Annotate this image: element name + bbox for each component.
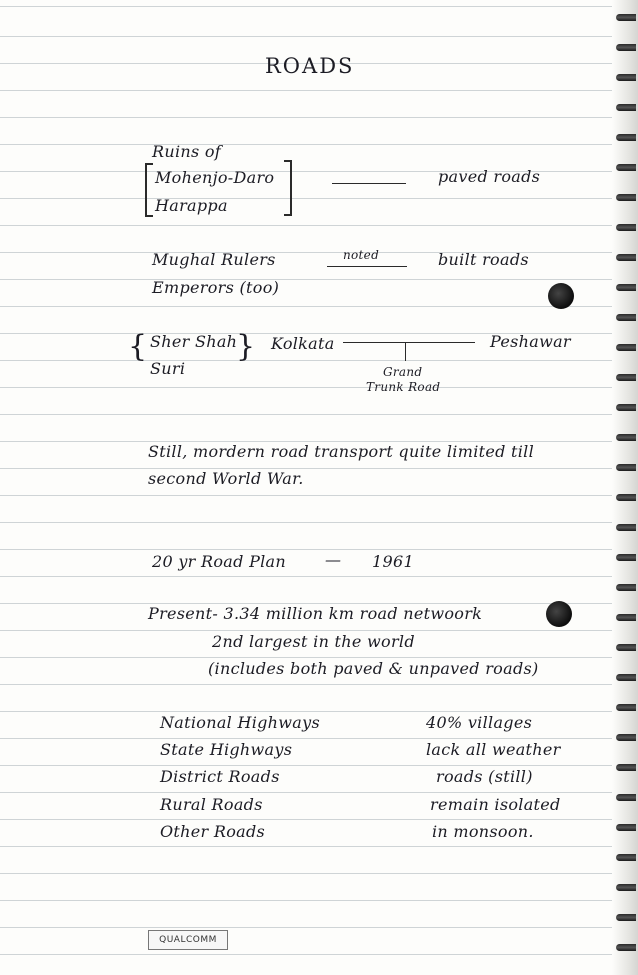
spiral-ring — [616, 104, 636, 111]
spiral-ring — [616, 734, 636, 741]
emperors-text: Emperors (too) — [152, 278, 280, 297]
spiral-ring — [616, 884, 636, 891]
road-plan-dash: — — [325, 550, 342, 569]
includes-text: (includes both paved & unpaved roads) — [208, 659, 539, 678]
spiral-ring — [616, 284, 636, 291]
spiral-ring — [616, 824, 636, 831]
left-brace-icon: { — [128, 329, 148, 364]
spiral-binding — [612, 0, 638, 975]
road-type-item: Rural Roads — [160, 795, 263, 814]
transport-note-line2: second World War. — [148, 469, 304, 488]
road-type-item: District Roads — [160, 767, 280, 786]
present-network-text: Present- 3.34 million km road netwoork — [148, 604, 483, 623]
spiral-ring — [616, 764, 636, 771]
road-type-item: Other Roads — [160, 822, 266, 841]
spiral-ring — [616, 854, 636, 861]
noted-label: noted — [343, 248, 380, 262]
spiral-ring — [616, 224, 636, 231]
grand-text: Grand — [383, 365, 423, 379]
spiral-ring — [616, 914, 636, 921]
built-roads-text: built roads — [438, 250, 529, 269]
spiral-ring — [616, 554, 636, 561]
spiral-ring — [616, 134, 636, 141]
road-type-item: National Highways — [160, 713, 320, 732]
spiral-ring — [616, 434, 636, 441]
page-title: ROADS — [265, 54, 355, 78]
spiral-ring — [616, 314, 636, 321]
right-bracket — [284, 160, 292, 216]
sher-shah-text: Sher Shah — [150, 332, 238, 351]
spiral-ring — [616, 674, 636, 681]
spiral-ring — [616, 14, 636, 21]
spiral-ring — [616, 614, 636, 621]
spiral-ring — [616, 344, 636, 351]
trunk-road-pointer — [405, 343, 406, 361]
connector-line-2 — [327, 266, 407, 267]
peshawar-text: Peshawar — [490, 332, 571, 351]
spiral-ring — [616, 164, 636, 171]
spiral-ring — [616, 644, 636, 651]
spiral-ring — [616, 524, 636, 531]
road-type-item: State Highways — [160, 740, 293, 759]
spiral-ring — [616, 704, 636, 711]
second-largest-text: 2nd largest in the world — [212, 632, 415, 651]
spiral-ring — [616, 194, 636, 201]
mughal-rulers-text: Mughal Rulers — [152, 250, 276, 269]
left-bracket — [145, 163, 153, 217]
trunk-road-line — [343, 342, 475, 343]
villages-note-line: in monsoon. — [432, 822, 534, 841]
villages-note-line: roads (still) — [436, 767, 533, 786]
suri-text: Suri — [150, 359, 186, 378]
spiral-ring — [616, 494, 636, 501]
transport-note-line1: Still, mordern road transport quite limited till — [148, 442, 535, 461]
trunk-road-text: Trunk Road — [366, 380, 441, 394]
connector-line-1 — [332, 183, 406, 184]
spiral-ring — [616, 374, 636, 381]
spiral-ring — [616, 794, 636, 801]
ruins-label: Ruins of — [152, 142, 222, 161]
villages-note-line: remain isolated — [430, 795, 561, 814]
spiral-ring — [616, 584, 636, 591]
road-plan-year: 1961 — [372, 552, 414, 571]
binder-hole-icon-2 — [546, 601, 572, 627]
spiral-ring — [616, 464, 636, 471]
right-brace-icon: } — [236, 329, 256, 364]
qualcomm-logo: QUALCOMM — [148, 930, 228, 950]
kolkata-text: Kolkata — [271, 334, 335, 353]
paved-roads-text: paved roads — [438, 167, 541, 186]
binder-hole-icon — [548, 283, 574, 309]
road-plan-text: 20 yr Road Plan — [152, 552, 286, 571]
site-harappa: Harappa — [155, 196, 228, 215]
site-mohenjo-daro: Mohenjo-Daro — [155, 168, 275, 187]
spiral-ring — [616, 404, 636, 411]
villages-note-line: lack all weather — [426, 740, 561, 759]
villages-note-line: 40% villages — [426, 713, 533, 732]
spiral-ring — [616, 74, 636, 81]
spiral-ring — [616, 254, 636, 261]
spiral-ring — [616, 44, 636, 51]
spiral-ring — [616, 944, 636, 951]
